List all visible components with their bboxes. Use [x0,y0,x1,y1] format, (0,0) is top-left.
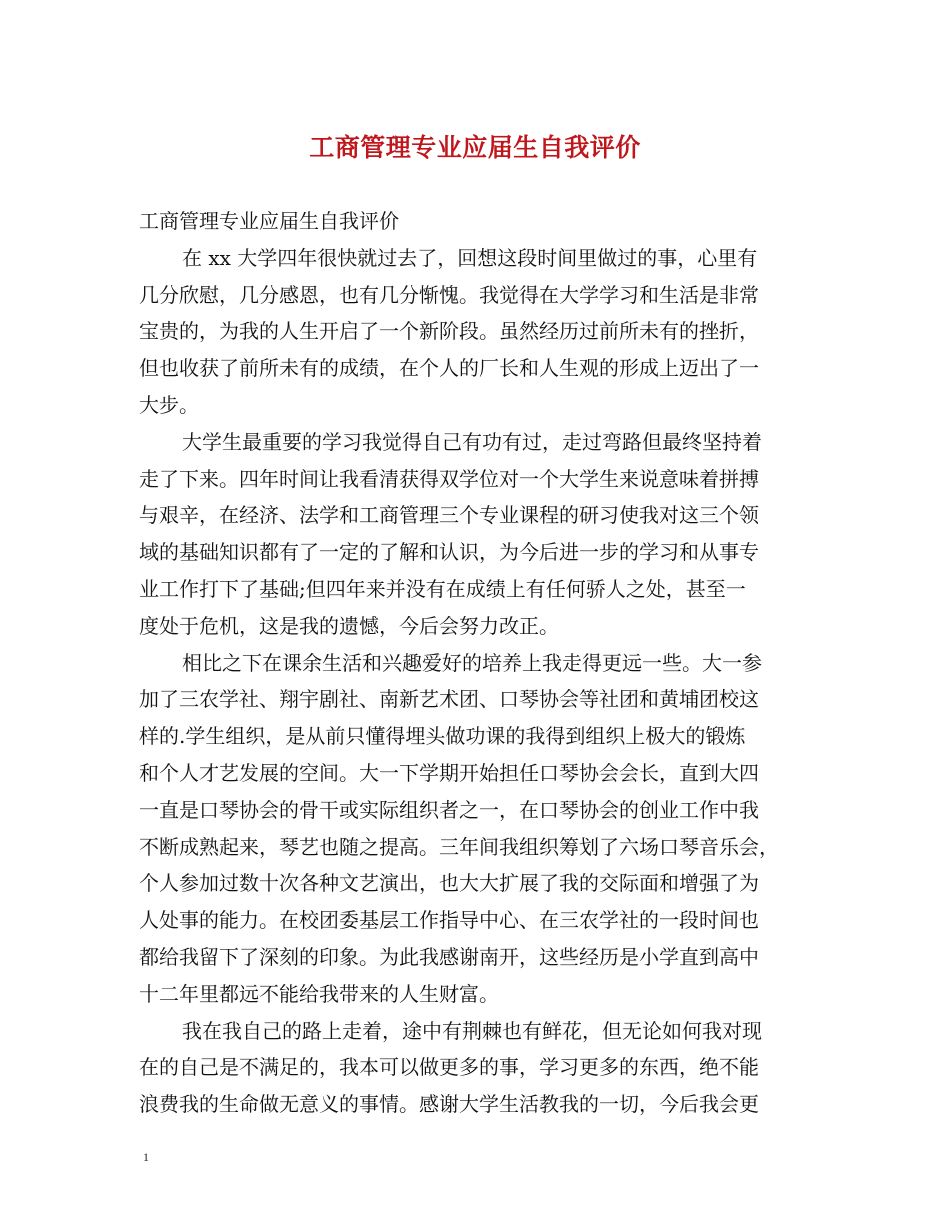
body-line: 样的.学生组织，是从前只懂得埋头做功课的我得到组织上极大的锻炼 [139,724,746,749]
body-line: 大学生最重要的学习我觉得自己有功有过，走过弯路但最终坚持着 [182,429,762,454]
body-line: 我在我自己的路上走着，途中有荆棘也有鲜花，但无论如何我对现 [182,1018,762,1043]
body-line: 在的自己是不满足的，我本可以做更多的事，学习更多的东西，绝不能 [139,1055,759,1080]
body-line: 相比之下在课余生活和兴趣爱好的培养上我走得更远一些。大一参 [182,650,762,675]
body-line: 大步。 [139,392,199,417]
body-line: 域的基础知识都有了一定的了解和认识，为今后进一步的学习和从事专 [139,540,759,565]
body-line: 一直是口琴协会的骨干或实际组织者之一，在口琴协会的创业工作中我 [139,797,759,822]
body-line: 业工作打下了基础;但四年来并没有在成绩上有任何骄人之处，甚至一 [139,576,746,601]
body-line: 与艰辛，在经济、法学和工商管理三个专业课程的研习使我对这三个领 [139,503,759,528]
body-line: 几分欣慰，几分感恩，也有几分惭愧。我觉得在大学学习和生活是非常 [139,282,759,307]
body-line: 度处于危机，这是我的遗憾，今后会努力改正。 [139,613,559,638]
body-lines [139,240,819,1123]
body-line: 但也收获了前所未有的成绩，在个人的厂长和人生观的形成上迈出了一 [139,356,759,381]
page-title: 工商管理专业应届生自我评价 [309,133,641,162]
body-line: 宝贵的，为我的人生开启了一个新阶段。虽然经历过前所未有的挫折， [139,319,759,344]
body-line: 十二年里都远不能给我带来的人生财富。 [139,981,499,1006]
body-line: 在 xx 大学四年很快就过去了，回想这段时间里做过的事，心里有 [182,245,758,270]
document-body [139,203,819,1123]
body-subtitle: 工商管理专业应届生自我评价 [139,209,399,233]
page-number: 1 [143,1150,149,1164]
body-line: 人处事的能力。在校团委基层工作指导中心、在三农学社的一段时间也 [139,908,759,933]
body-line: 加了三农学社、翔宇剧社、南新艺术团、口琴协会等社团和黄埔团校这 [139,687,759,712]
body-line: 浪费我的生命做无意义的事情。感谢大学生活教我的一切，今后我会更 [139,1092,759,1117]
body-line: 走了下来。四年时间让我看清获得双学位对一个大学生来说意味着拼搏 [139,466,759,491]
body-line: 和个人才艺发展的空间。大一下学期开始担任口琴协会会长，直到大四 [139,760,759,785]
body-line: 个人参加过数十次各种文艺演出，也大大扩展了我的交际面和增强了为 [139,871,759,896]
body-line: 都给我留下了深刻的印象。为此我感谢南开，这些经历是小学直到高中 [139,944,759,969]
body-line: 不断成熟起来，琴艺也随之提高。三年间我组织筹划了六场口琴音乐会， [139,834,779,859]
